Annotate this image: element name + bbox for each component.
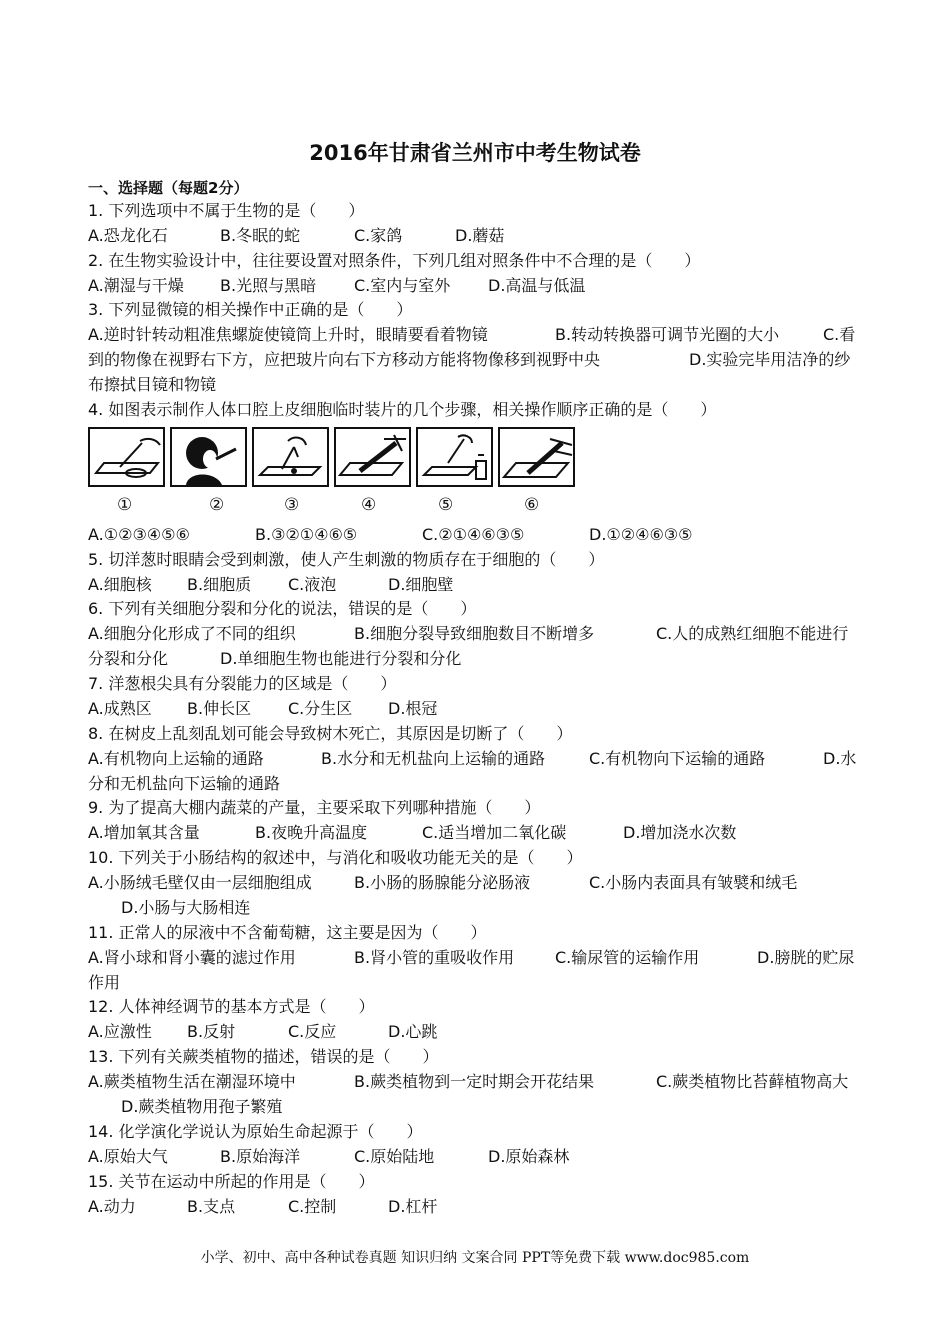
- question-stem: 13. 下列有关蕨类植物的描述，错误的是（ ）: [88, 1047, 439, 1066]
- option-d: D.水: [823, 749, 857, 768]
- option-a: A.逆时针转动粗准焦螺旋使镜筒上升时，眼睛要看着物镜: [88, 325, 488, 344]
- option-c: C.控制: [288, 1197, 337, 1216]
- option-a: A.恐龙化石: [88, 226, 168, 245]
- option-c: C.输尿管的运输作用: [555, 948, 700, 967]
- option-row: [88, 1021, 863, 1043]
- option-c: C.分生区: [288, 699, 353, 718]
- question-stem: 14. 化学演化学说认为原始生命起源于（ ）: [88, 1122, 423, 1141]
- option-c: C.液泡: [288, 575, 337, 594]
- option-c: C.小肠内表面具有皱襞和绒毛: [589, 873, 798, 892]
- exam-title: 2016年甘肃省兰州市中考生物试卷: [309, 141, 641, 165]
- question-stem: 2. 在生物实验设计中，往往要设置对照条件，下列几组对照条件中不合理的是（ ）: [88, 251, 701, 270]
- option-a: A.①②③④⑤⑥: [88, 525, 190, 544]
- page-footer: 小学、初中、高中各种试卷真题 知识归纳 文案合同 PPT等免费下载 www.doc985.com: [200, 1250, 750, 1266]
- option-d-continued: 布擦拭目镜和物镜: [88, 375, 217, 394]
- figure-label: ④: [361, 495, 377, 515]
- option-b: B.细胞分裂导致细胞数目不断增多: [354, 624, 595, 643]
- option-d: D.高温与低温: [488, 276, 586, 295]
- option-c-continued: 分裂和分化: [88, 649, 169, 668]
- option-d: D.心跳: [388, 1022, 438, 1041]
- option-d: D.杠杆: [388, 1197, 438, 1216]
- option-b: B.原始海洋: [220, 1147, 301, 1166]
- option-b: B.反射: [187, 1022, 236, 1041]
- figure-label: ②: [209, 495, 225, 515]
- option-d: D.根冠: [388, 699, 438, 718]
- option-b: B.水分和无机盐向上运输的通路: [321, 749, 546, 768]
- option-row: [88, 349, 863, 371]
- option-a: A.增加氧其含量: [88, 823, 200, 842]
- option-b: B.夜晚升高温度: [255, 823, 368, 842]
- option-row: [88, 324, 863, 346]
- option-d: D.膀胱的贮尿: [757, 948, 855, 967]
- option-b: B.细胞质: [187, 575, 252, 594]
- option-a: A.原始大气: [88, 1147, 168, 1166]
- option-row: [88, 1196, 863, 1218]
- figure-label: ①: [117, 495, 133, 515]
- section-heading: 一、选择题（每题2分）: [88, 179, 249, 197]
- question-stem: 15. 关节在运动中所起的作用是（ ）: [88, 1172, 375, 1191]
- question-stem: 7. 洋葱根尖具有分裂能力的区域是（ ）: [88, 674, 397, 693]
- option-row: [88, 648, 863, 670]
- option-a: A.蕨类植物生活在潮湿环境中: [88, 1072, 296, 1091]
- option-b: B.转动转换器可调节光圈的大小: [555, 325, 780, 344]
- option-row: [88, 698, 863, 720]
- question-stem: 6. 下列有关细胞分裂和分化的说法，错误的是（ ）: [88, 599, 477, 618]
- option-row: [88, 748, 863, 770]
- option-d: D.细胞壁: [388, 575, 454, 594]
- question-stem: 9. 为了提高大棚内蔬菜的产量，主要采取下列哪种措施（ ）: [88, 798, 541, 817]
- option-b: B.光照与黑暗: [220, 276, 317, 295]
- option-c: C.②①④⑥③⑤: [422, 525, 525, 544]
- option-a: A.肾小球和肾小囊的滤过作用: [88, 948, 296, 967]
- option-b: B.肾小管的重吸收作用: [354, 948, 515, 967]
- option-row: [88, 872, 863, 894]
- option-d-continued: 分和无机盐向下运输的通路: [88, 774, 281, 793]
- option-row: [88, 225, 863, 247]
- option-b: B.蕨类植物到一定时期会开花结果: [354, 1072, 595, 1091]
- step-image-2: [170, 427, 247, 487]
- option-c: C.蕨类植物比苔藓植物高大: [656, 1072, 849, 1091]
- option-row: [88, 1146, 863, 1168]
- option-b: B.小肠的肠腺能分泌肠液: [354, 873, 531, 892]
- option-d-continued: 作用: [88, 973, 121, 992]
- option-c: C.有机物向下运输的通路: [589, 749, 766, 768]
- question-stem: 1. 下列选项中不属于生物的是（ ）: [88, 201, 365, 220]
- option-d: D.蘑菇: [455, 226, 505, 245]
- option-a: A.有机物向上运输的通路: [88, 749, 264, 768]
- option-c-continued: 到的物像在视野右下方，应把玻片向右下方移动方能将物像移到视野中央: [88, 350, 601, 369]
- option-a: A.细胞核: [88, 575, 152, 594]
- option-c: C.原始陆地: [354, 1147, 435, 1166]
- option-d: D.实验完毕用洁净的纱: [689, 350, 851, 369]
- step-image-1: [88, 427, 165, 487]
- option-b: B.支点: [187, 1197, 236, 1216]
- option-c: C.家鸽: [354, 226, 403, 245]
- option-row: [88, 524, 863, 546]
- option-b: B.③②①④⑥⑤: [255, 525, 358, 544]
- question-stem: 3. 下列显微镜的相关操作中正确的是（ ）: [88, 300, 413, 319]
- figure-label: ③: [284, 495, 300, 515]
- option-a: A.细胞分化形成了不同的组织: [88, 624, 296, 643]
- option-c: C.室内与室外: [354, 276, 451, 295]
- option-d: D.小肠与大肠相连: [121, 898, 251, 917]
- procedure-figure: [88, 427, 578, 491]
- figure-label: ⑤: [438, 495, 454, 515]
- figure-label: ⑥: [524, 495, 540, 515]
- question-stem: 4. 如图表示制作人体口腔上皮细胞临时装片的几个步骤，相关操作顺序正确的是（ ）: [88, 400, 717, 419]
- option-c: C.人的成熟红细胞不能进行: [656, 624, 849, 643]
- option-d: D.原始森林: [488, 1147, 570, 1166]
- option-c: C.适当增加二氧化碳: [422, 823, 567, 842]
- option-b: B.冬眠的蛇: [220, 226, 301, 245]
- option-a: A.成熟区: [88, 699, 152, 718]
- option-row: [88, 623, 863, 645]
- option-d: D.①②④⑥③⑤: [589, 525, 693, 544]
- figure-labels: [88, 495, 578, 517]
- step-image-5: [416, 427, 493, 487]
- step-image-3: [252, 427, 329, 487]
- option-row: [88, 947, 863, 969]
- option-d: D.蕨类植物用孢子繁殖: [121, 1097, 283, 1116]
- option-row: [88, 822, 863, 844]
- option-d: D.单细胞生物也能进行分裂和分化: [220, 649, 462, 668]
- question-stem: 5. 切洋葱时眼睛会受到刺激，使人产生刺激的物质存在于细胞的（ ）: [88, 550, 605, 569]
- option-row: [88, 1071, 863, 1093]
- option-c: C.反应: [288, 1022, 337, 1041]
- question-stem: 8. 在树皮上乱刻乱划可能会导致树木死亡，其原因是切断了（ ）: [88, 724, 573, 743]
- option-a: A.应激性: [88, 1022, 152, 1041]
- step-image-4: [334, 427, 411, 487]
- option-d: D.增加浇水次数: [623, 823, 737, 842]
- option-row: [88, 275, 863, 297]
- option-a: A.潮湿与干燥: [88, 276, 184, 295]
- question-stem: 10. 下列关于小肠结构的叙述中，与消化和吸收功能无关的是（ ）: [88, 848, 583, 867]
- option-b: B.伸长区: [187, 699, 252, 718]
- option-row: [88, 574, 863, 596]
- question-stem: 12. 人体神经调节的基本方式是（ ）: [88, 997, 375, 1016]
- step-image-6: [498, 427, 575, 487]
- option-a: A.小肠绒毛壁仅由一层细胞组成: [88, 873, 312, 892]
- option-c: C.看: [823, 325, 856, 344]
- option-a: A.动力: [88, 1197, 136, 1216]
- question-stem: 11. 正常人的尿液中不含葡萄糖，这主要是因为（ ）: [88, 923, 487, 942]
